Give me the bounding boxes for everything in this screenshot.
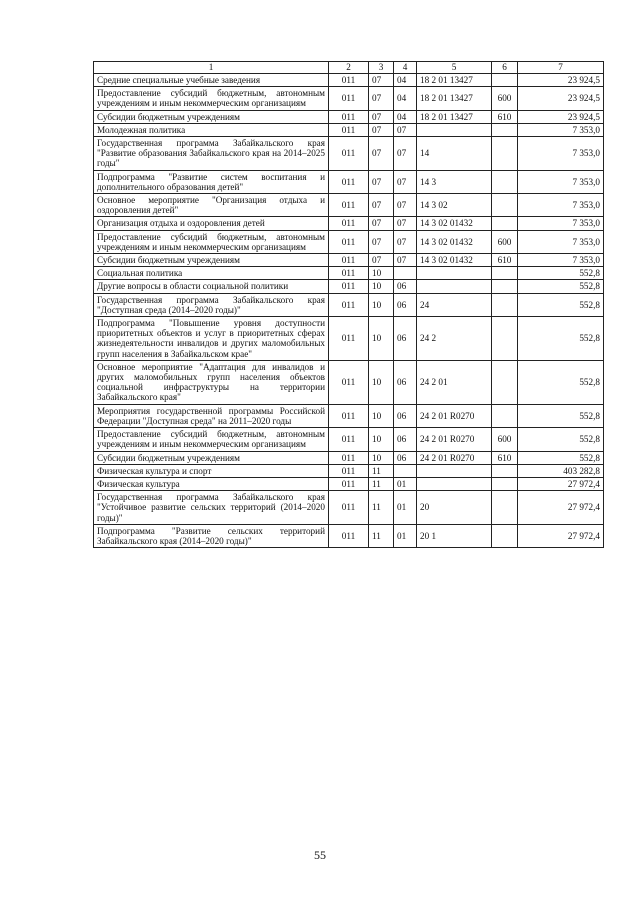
row-subsection: 06 — [394, 280, 417, 293]
row-expense-type — [492, 524, 518, 547]
row-section: 10 — [369, 267, 394, 280]
row-expense-type: 610 — [492, 254, 518, 267]
table-row — [94, 293, 604, 316]
row-target-article — [417, 280, 492, 293]
row-name: Другие вопросы в области социальной политики — [94, 280, 329, 293]
table-row — [94, 267, 604, 280]
row-section: 10 — [369, 293, 394, 316]
row-subsection: 07 — [394, 123, 417, 136]
page-number: 55 — [314, 848, 326, 862]
table-row — [94, 194, 604, 217]
row-expense-type — [492, 170, 518, 193]
row-subsection: 04 — [394, 110, 417, 123]
row-code-admin: 011 — [329, 491, 369, 525]
row-subsection: 07 — [394, 254, 417, 267]
row-name: Организация отдыха и оздоровления детей — [94, 217, 329, 230]
row-amount: 7 353,0 — [518, 123, 604, 136]
row-section: 11 — [369, 491, 394, 525]
row-section: 11 — [369, 464, 394, 477]
row-target-article — [417, 123, 492, 136]
row-section: 07 — [369, 170, 394, 193]
table-row — [94, 254, 604, 267]
row-name: Подпрограмма "Развитие сельских территорий Забайкальского края (2014–2020 годы)" — [94, 524, 329, 547]
row-name: Предоставление субсидий бюджетным, автономным учреждениям и иным некоммерческим организациям — [94, 428, 329, 451]
budget-table — [93, 61, 604, 548]
row-code-admin: 011 — [329, 428, 369, 451]
row-name: Мероприятия государственной программы Российской Федерации "Доступная среда" на 2011–2020 годы — [94, 404, 329, 427]
row-target-article: 24 2 01 R0270 — [417, 428, 492, 451]
row-section: 10 — [369, 280, 394, 293]
column-header-3: 3 — [369, 62, 394, 74]
row-amount: 552,8 — [518, 428, 604, 451]
row-name: Субсидии бюджетным учреждениям — [94, 254, 329, 267]
row-section: 07 — [369, 123, 394, 136]
row-code-admin: 011 — [329, 194, 369, 217]
table-row — [94, 404, 604, 427]
row-name: Физическая культура и спорт — [94, 464, 329, 477]
row-expense-type — [492, 293, 518, 316]
row-amount: 552,8 — [518, 404, 604, 427]
table-row — [94, 123, 604, 136]
row-code-admin: 011 — [329, 217, 369, 230]
row-expense-type: 600 — [492, 428, 518, 451]
row-code-admin: 011 — [329, 464, 369, 477]
row-target-article — [417, 267, 492, 280]
row-expense-type — [492, 477, 518, 490]
row-section: 07 — [369, 137, 394, 171]
row-subsection: 07 — [394, 194, 417, 217]
table-row — [94, 464, 604, 477]
row-expense-type — [492, 360, 518, 404]
row-target-article: 14 3 02 01432 — [417, 217, 492, 230]
row-target-article — [417, 477, 492, 490]
row-name: Предоставление субсидий бюджетным, автономным учреждениям и иным некоммерческим организациям — [94, 87, 329, 110]
row-code-admin: 011 — [329, 524, 369, 547]
row-target-article: 20 1 — [417, 524, 492, 547]
row-code-admin: 011 — [329, 123, 369, 136]
row-subsection: 07 — [394, 170, 417, 193]
column-header-4: 4 — [394, 62, 417, 74]
table-row — [94, 170, 604, 193]
row-code-admin: 011 — [329, 293, 369, 316]
row-section: 10 — [369, 451, 394, 464]
row-code-admin: 011 — [329, 360, 369, 404]
row-name: Подпрограмма "Повышение уровня доступности приоритетных объектов и услуг в приоритетных сферах жизнедеятельности инвалидов и других маломобильных групп населения в Забайкальском крае" — [94, 317, 329, 361]
row-target-article: 14 3 02 01432 — [417, 254, 492, 267]
row-amount: 23 924,5 — [518, 110, 604, 123]
row-target-article: 14 — [417, 137, 492, 171]
row-amount: 7 353,0 — [518, 194, 604, 217]
row-amount: 23 924,5 — [518, 74, 604, 87]
row-subsection: 01 — [394, 477, 417, 490]
table-row — [94, 491, 604, 525]
table-body — [94, 74, 604, 548]
row-section: 11 — [369, 477, 394, 490]
row-name: Субсидии бюджетным учреждениям — [94, 110, 329, 123]
table-row — [94, 477, 604, 490]
row-section: 07 — [369, 217, 394, 230]
table-row — [94, 110, 604, 123]
row-expense-type: 600 — [492, 230, 518, 253]
row-code-admin: 011 — [329, 280, 369, 293]
row-target-article: 24 2 01 — [417, 360, 492, 404]
row-amount: 7 353,0 — [518, 137, 604, 171]
row-target-article: 14 3 02 — [417, 194, 492, 217]
row-expense-type — [492, 137, 518, 171]
table-row — [94, 87, 604, 110]
row-target-article: 24 2 — [417, 317, 492, 361]
row-subsection: 06 — [394, 404, 417, 427]
row-name: Основное мероприятие "Организация отдыха и оздоровления детей" — [94, 194, 329, 217]
row-amount: 403 282,8 — [518, 464, 604, 477]
row-subsection — [394, 464, 417, 477]
row-target-article: 24 2 01 R0270 — [417, 404, 492, 427]
row-amount: 7 353,0 — [518, 217, 604, 230]
row-subsection: 07 — [394, 217, 417, 230]
table-row — [94, 217, 604, 230]
row-amount: 27 972,4 — [518, 524, 604, 547]
row-expense-type — [492, 217, 518, 230]
row-code-admin: 011 — [329, 404, 369, 427]
row-target-article: 18 2 01 13427 — [417, 74, 492, 87]
row-section: 10 — [369, 360, 394, 404]
row-name: Государственная программа Забайкальского края "Устойчивое развитие сельских территорий (2014–2020 годы)" — [94, 491, 329, 525]
row-subsection: 06 — [394, 451, 417, 464]
row-section: 10 — [369, 317, 394, 361]
row-amount: 552,8 — [518, 360, 604, 404]
row-code-admin: 011 — [329, 317, 369, 361]
column-header-6: 6 — [492, 62, 518, 74]
row-section: 11 — [369, 524, 394, 547]
table-row — [94, 280, 604, 293]
table-header-row — [94, 62, 604, 74]
row-expense-type — [492, 267, 518, 280]
row-target-article: 24 2 01 R0270 — [417, 451, 492, 464]
row-subsection: 07 — [394, 230, 417, 253]
column-header-1: 1 — [94, 62, 329, 74]
row-section: 07 — [369, 254, 394, 267]
row-section: 07 — [369, 230, 394, 253]
row-name: Средние специальные учебные заведения — [94, 74, 329, 87]
column-header-5: 5 — [417, 62, 492, 74]
row-target-article: 20 — [417, 491, 492, 525]
row-expense-type — [492, 74, 518, 87]
row-code-admin: 011 — [329, 137, 369, 171]
row-expense-type — [492, 464, 518, 477]
row-amount: 552,8 — [518, 451, 604, 464]
row-code-admin: 011 — [329, 87, 369, 110]
table-row — [94, 230, 604, 253]
row-amount: 7 353,0 — [518, 230, 604, 253]
row-name: Физическая культура — [94, 477, 329, 490]
row-target-article: 18 2 01 13427 — [417, 87, 492, 110]
row-expense-type — [492, 491, 518, 525]
row-subsection: 06 — [394, 360, 417, 404]
row-subsection: 04 — [394, 74, 417, 87]
row-amount: 552,8 — [518, 280, 604, 293]
row-expense-type — [492, 280, 518, 293]
row-target-article: 18 2 01 13427 — [417, 110, 492, 123]
row-target-article: 14 3 — [417, 170, 492, 193]
row-section: 10 — [369, 428, 394, 451]
row-section: 07 — [369, 74, 394, 87]
row-subsection: 04 — [394, 87, 417, 110]
row-amount: 7 353,0 — [518, 254, 604, 267]
row-section: 07 — [369, 194, 394, 217]
row-target-article: 14 3 02 01432 — [417, 230, 492, 253]
row-section: 07 — [369, 110, 394, 123]
row-name: Основное мероприятие "Адаптация для инвалидов и других маломобильных групп населения объектов социальной инфраструктуры на территории Забайкальского края" — [94, 360, 329, 404]
row-section: 10 — [369, 404, 394, 427]
row-code-admin: 011 — [329, 451, 369, 464]
column-header-2: 2 — [329, 62, 369, 74]
row-target-article — [417, 464, 492, 477]
row-code-admin: 011 — [329, 477, 369, 490]
row-expense-type: 610 — [492, 451, 518, 464]
row-amount: 7 353,0 — [518, 170, 604, 193]
table-row — [94, 137, 604, 171]
row-amount: 27 972,4 — [518, 477, 604, 490]
row-subsection: 07 — [394, 137, 417, 171]
table-row — [94, 360, 604, 404]
row-expense-type — [492, 123, 518, 136]
row-subsection: 06 — [394, 317, 417, 361]
row-expense-type — [492, 194, 518, 217]
table-row — [94, 428, 604, 451]
row-code-admin: 011 — [329, 74, 369, 87]
row-code-admin: 011 — [329, 254, 369, 267]
row-expense-type: 610 — [492, 110, 518, 123]
row-code-admin: 011 — [329, 170, 369, 193]
row-name: Субсидии бюджетным учреждениям — [94, 451, 329, 464]
table-row — [94, 317, 604, 361]
row-expense-type: 600 — [492, 87, 518, 110]
row-code-admin: 011 — [329, 267, 369, 280]
row-name: Государственная программа Забайкальского края "Развитие образования Забайкальского края на 2014–2025 годы" — [94, 137, 329, 171]
row-code-admin: 011 — [329, 230, 369, 253]
row-subsection: 06 — [394, 428, 417, 451]
row-subsection: 06 — [394, 293, 417, 316]
table-row — [94, 524, 604, 547]
column-header-7: 7 — [518, 62, 604, 74]
row-subsection — [394, 267, 417, 280]
row-expense-type — [492, 404, 518, 427]
row-amount: 23 924,5 — [518, 87, 604, 110]
row-subsection: 01 — [394, 524, 417, 547]
row-amount: 552,8 — [518, 317, 604, 361]
row-target-article: 24 — [417, 293, 492, 316]
row-expense-type — [492, 317, 518, 361]
row-name: Подпрограмма "Развитие систем воспитания и дополнительного образования детей" — [94, 170, 329, 193]
table-row — [94, 451, 604, 464]
row-name: Социальная политика — [94, 267, 329, 280]
row-name: Предоставление субсидий бюджетным, автономным учреждениям и иным некоммерческим организациям — [94, 230, 329, 253]
row-name: Молодежная политика — [94, 123, 329, 136]
row-code-admin: 011 — [329, 110, 369, 123]
table-row — [94, 74, 604, 87]
row-amount: 27 972,4 — [518, 491, 604, 525]
row-amount: 552,8 — [518, 293, 604, 316]
row-name: Государственная программа Забайкальского края "Доступная среда (2014–2020 годы)" — [94, 293, 329, 316]
row-section: 07 — [369, 87, 394, 110]
row-subsection: 01 — [394, 491, 417, 525]
row-amount: 552,8 — [518, 267, 604, 280]
